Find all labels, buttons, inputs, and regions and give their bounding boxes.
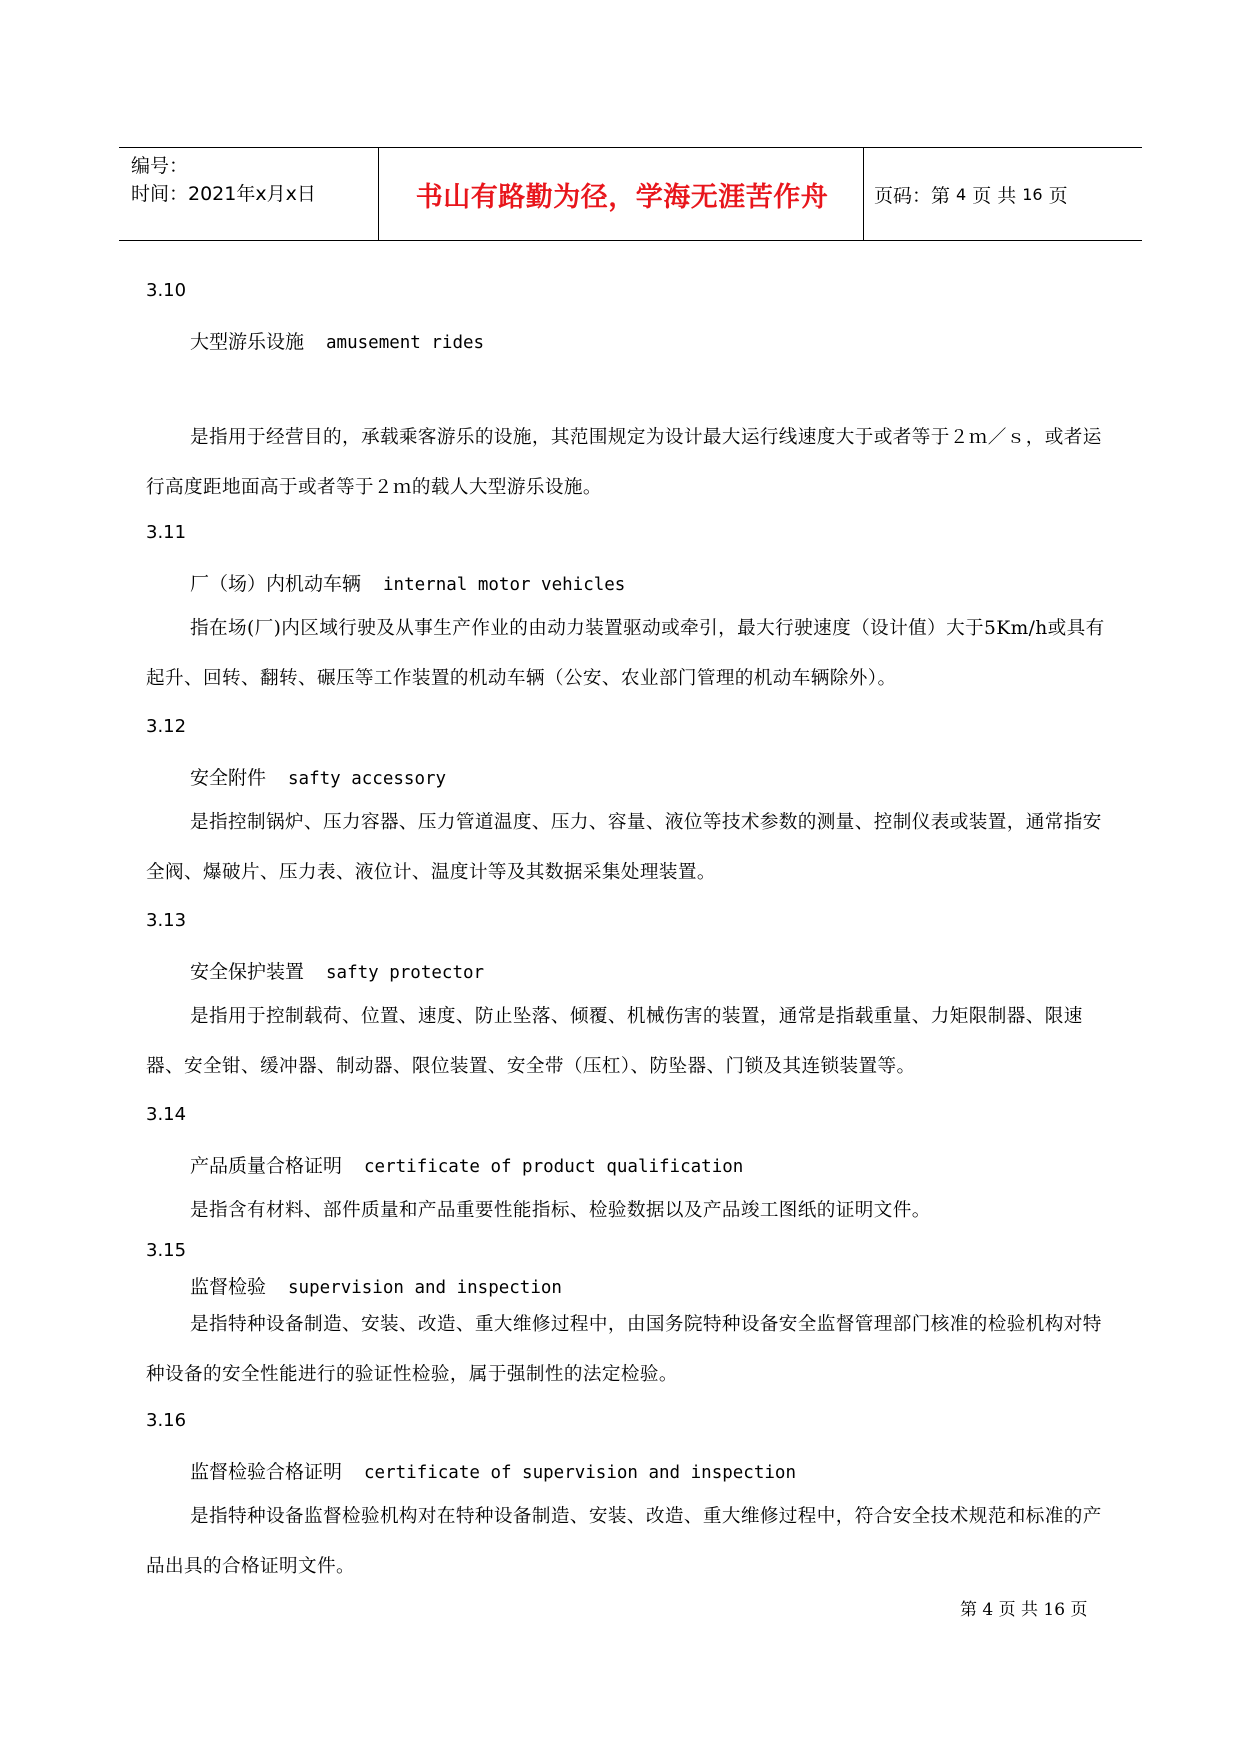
definition-paragraph [146, 604, 1112, 704]
number-label: 编号： [131, 155, 189, 177]
term-heading [190, 1151, 743, 1178]
term-zh: 厂（场）内机动车辆 [190, 573, 362, 595]
term-en: safty accessory [288, 769, 447, 789]
document-header [119, 147, 1142, 241]
term-zh: 监督检验合格证明 [190, 1461, 343, 1483]
term-heading [190, 957, 484, 984]
definition-paragraph [146, 1492, 1112, 1592]
definition-paragraph [146, 413, 1112, 513]
term-en: amusement rides [326, 333, 485, 353]
definition-paragraph [146, 1186, 1112, 1236]
header-motto: 书山有路勤为径，学海无涯苦作舟 [415, 181, 829, 213]
section-number: 3.13 [146, 910, 187, 931]
page-mid: 页 共 [972, 184, 1017, 207]
definition-text: 是指用于经营目的，承载乘客游乐的设施，其范围规定为设计最大运行线速度大于或者等于２ｍ／ｓ，或者运行高度距地面高于或者等于２ｍ的载人大型游乐设施。 [146, 427, 1102, 498]
term-en: certificate of product qualification [364, 1157, 744, 1177]
term-en: safty protector [326, 963, 485, 983]
page-current: 4 [956, 184, 967, 204]
header-page-number [874, 148, 1068, 240]
term-zh: 监督检验 [190, 1276, 267, 1298]
term-zh: 安全保护装置 [190, 961, 305, 983]
definition-paragraph [146, 1300, 1112, 1400]
term-en: certificate of supervision and inspection [364, 1463, 796, 1483]
term-en: supervision and inspection [288, 1278, 562, 1298]
section-number: 3.14 [146, 1104, 187, 1125]
header-meta [131, 152, 381, 208]
section-number: 3.11 [146, 522, 187, 543]
definition-paragraph [146, 798, 1112, 898]
term-heading [190, 1457, 796, 1484]
section-number: 3.12 [146, 716, 187, 737]
page-prefix: 页码：第 [874, 184, 951, 207]
header-divider [378, 148, 379, 240]
section-number: 3.10 [146, 280, 187, 301]
term-heading [190, 327, 484, 354]
definition-paragraph [146, 992, 1112, 1092]
page-total: 16 [1022, 184, 1043, 204]
definition-text: 是指特种设备监督检验机构对在特种设备制造、安装、改造、重大维修过程中，符合安全技术规范和标准的产品出具的合格证明文件。 [146, 1506, 1102, 1577]
definition-text: 是指含有材料、部件质量和产品重要性能指标、检验数据以及产品竣工图纸的证明文件。 [190, 1200, 931, 1221]
time-label: 时间：2021年x月x日 [131, 183, 316, 205]
term-en: internal motor vehicles [383, 575, 626, 595]
term-heading [190, 569, 625, 596]
section-number: 3.15 [146, 1240, 187, 1261]
definition-text: 是指用于控制载荷、位置、速度、防止坠落、倾覆、机械伤害的装置，通常是指载重量、力矩限制器、限速器、安全钳、缓冲器、制动器、限位装置、安全带（压杠）、防坠器、门锁及其连锁装置等。 [146, 1006, 1083, 1077]
term-zh: 大型游乐设施 [190, 331, 305, 353]
section-number: 3.16 [146, 1410, 187, 1431]
term-zh: 安全附件 [190, 767, 267, 789]
header-divider [863, 148, 864, 240]
definition-text: 是指特种设备制造、安装、改造、重大维修过程中，由国务院特种设备安全监督管理部门核准的检验机构对特种设备的安全性能进行的验证性检验，属于强制性的法定检验。 [146, 1314, 1102, 1385]
term-zh: 产品质量合格证明 [190, 1155, 343, 1177]
page-suffix: 页 [1048, 184, 1068, 207]
term-heading [190, 1272, 562, 1299]
page-footer: 第 4 页 共 16 页 [960, 1600, 1088, 1620]
definition-text: 是指控制锅炉、压力容器、压力管道温度、压力、容量、液位等技术参数的测量、控制仪表或装置，通常指安全阀、爆破片、压力表、液位计、温度计等及其数据采集处理装置。 [146, 812, 1102, 883]
definition-text: 指在场(厂)内区域行驶及从事生产作业的由动力装置驱动或牵引，最大行驶速度（设计值）大于5Km/h或具有起升、回转、翻转、碾压等工作装置的机动车辆（公安、农业部门管理的机动车辆除外）。 [146, 618, 1105, 689]
term-heading [190, 763, 446, 790]
